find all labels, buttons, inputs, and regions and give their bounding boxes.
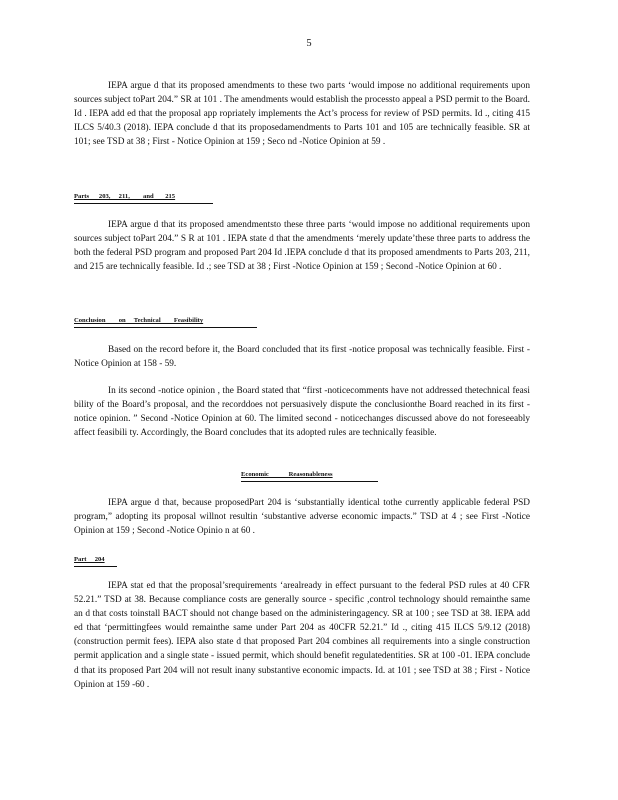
paragraph-economic-argument: IEPA argue d that, because proposedPart 204 is ‘substantially identical tothe currently applicable federal PSD program,” adopting its proposal willnot resultin ‘substantive adverse economic impacts.” TSD at 4 ; see First -Notice Opinion at 159 ; Second -Notice Opinio n at 60 . [74,498,530,537]
page-number: 5 [306,38,312,49]
paragraph-second-notice-conclusion: In its second -notice opinion , the Board stated that “first -noticecomments have not addressed thetechnical feasi bility of the Board’s proposal, and the recorddoes not persuasively dispute the conclusionthe Board reached in its first - notice opinion. ” Second -Notice Opinion at 60. The limited second - noticechanges discussed above do not foreseeably affect feasibili ty. Accordingly, the Board concludes that its adopted rules are technically feasible. [74,386,530,439]
paragraph-amendments-parts-203-211-215: IEPA argue d that its proposed amendmentsto these three parts ‘would impose no additional requirements upon sources subject toPart 204.” S R at 101 . IEPA state d that the amendments ‘merely update’these three parts to address the both the federal PSD program and proposed Part 204 Id .IEPA conclude d that its proposed amendments to Parts 203, 211, and 215 are technically feasible. Id .; see TSD at 38 ; First -Notice Opinion at 159 ; Second -Notice Opinion at 60 . [74,220,530,273]
paragraph-first-notice-conclusion: Based on the record before it, the Board concluded that its first -notice proposal was technically feasible. First -Notice Opinion at 158 - 59. [74,345,530,370]
paragraph-part-204-costs: IEPA stat ed that the proposal’srequirements ‘arealready in effect pursuant to the federal PSD rules at 40 CFR 52.21.” TSD at 38. Because compliance costs are generally source - specific ,control technology should remainthe same an d that costs toinstall BACT should not change based on the administeringagency. SR at 100 ; see TSD at 38. IEPA add ed that ‘permittingfees would remainthe same under Part 204 as 40CFR 52.21.” Id ., citing 415 ILCS 5/9.12 (2018) (construction permit fees). IEPA also state d that proposed Part 204 combines all requirements into a single construction permit application and a single state - issued permit, which should benefit regulatedentities. SR at 100 -01. IEPA conclude d that its proposed Part 204 will not result inany substantive economic impacts. Id. at 101 ; see TSD at 38 ; First - Notice Opinion at 159 -60 . [74,581,530,690]
heading-economic-reasonableness: Economic Reasonableness [241,471,333,478]
heading-parts-203-211-215: Parts 203, 211, and 215 [74,193,176,200]
heading-underline [74,203,213,204]
paragraph-amendments-parts-101-105: IEPA argue d that its proposed amendments to these two parts ‘would impose no additional requirements upon sources subject toPart 204.” SR at 101 . The amendments would establish the processto appeal a PSD permit to the Board. Id . IEPA add ed that the proposal app ropriately implements the Act’s process for review of PSD permits. Id ., citing 415 ILCS 5/40.3 (2018). IEPA conclude d that its proposedamendments to Parts 101 and 105 are technically feasible. SR at 101; see TSD at 38 ; First - Notice Opinion at 159 ; Seco nd -Notice Opinion at 59 . [74,81,530,148]
heading-underline [241,481,378,482]
heading-underline [74,327,257,328]
heading-part-204: Part 204 [74,556,105,563]
heading-conclusion-technical-feasibility: Conclusion on Technical Feasibility [74,317,204,324]
heading-underline [74,566,117,567]
